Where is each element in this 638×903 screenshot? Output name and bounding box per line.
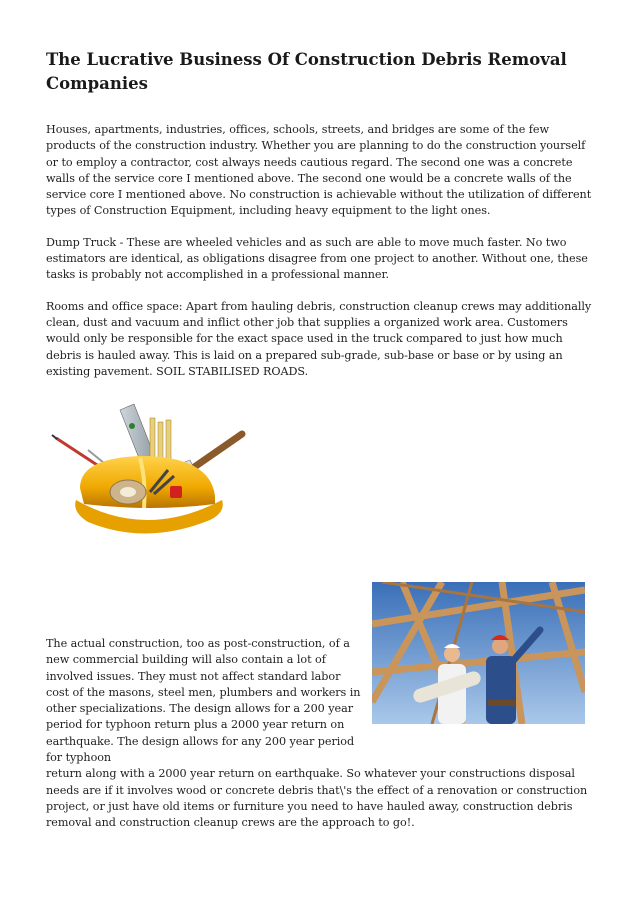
paragraph-dump-truck: Dump Truck - These are wheeled vehicles and as such are able to move much faster. No two estimators are identical, as obligations disagree from one project to another. Without one, these tasks is probably not accomplished in a professional manner. xyxy=(46,235,588,282)
paragraph-final-wrapped: The actual construction, too as post-construction, of a new commercial building will also contain a lot of involved issues. They must not affect standard labor cost of the masons, steel men, plumbers and workers in other specializations. The design allows for a 200 year period for typhoon return plus a 2000 year return on earthquake. The design allows for any 200 year period for typhoon xyxy=(46,637,361,765)
document-body xyxy=(46,48,598,395)
paragraph-final-full: return along with a 2000 year return on earthquake. So whatever your constructions disposal needs are if it involves wood or concrete debris that\'s the effect of a renovation or construction project, or just have old items or furniture you need to have hauled away, construction debris removal and construction cleanup crews are the approach to go!. xyxy=(46,767,588,830)
helmet-tools-image xyxy=(50,400,250,545)
paragraph-intro: Houses, apartments, industries, offices, schools, streets, and bridges are some of the few products of the construction industry. Whether you are planning to do the construction yourself or to employ a contractor, cost always needs cautious regard. The second one was a concrete walls of the service core I mentioned above. The second one would be a concrete walls of the service core I mentioned above. No construction is achievable without the utilization of different types of Construction Equipment, including heavy equipment to the light ones. xyxy=(46,123,592,218)
paragraph-rooms: Rooms and office space: Apart from hauling debris, construction cleanup crews may additionally clean, dust and vacuum and inflict other job that supplies a organized work area. Customers would only be responsible for the exact space used in the truck compared to just how much debris is hauled away. This is laid on a prepared sub-grade, sub-base or base or by using an existing pavement. SOIL STABILISED ROADS. xyxy=(46,299,592,378)
paragraph-final xyxy=(46,636,598,832)
document-title: The Lucrative Business Of Construction Debris Removal Companies xyxy=(46,50,567,93)
